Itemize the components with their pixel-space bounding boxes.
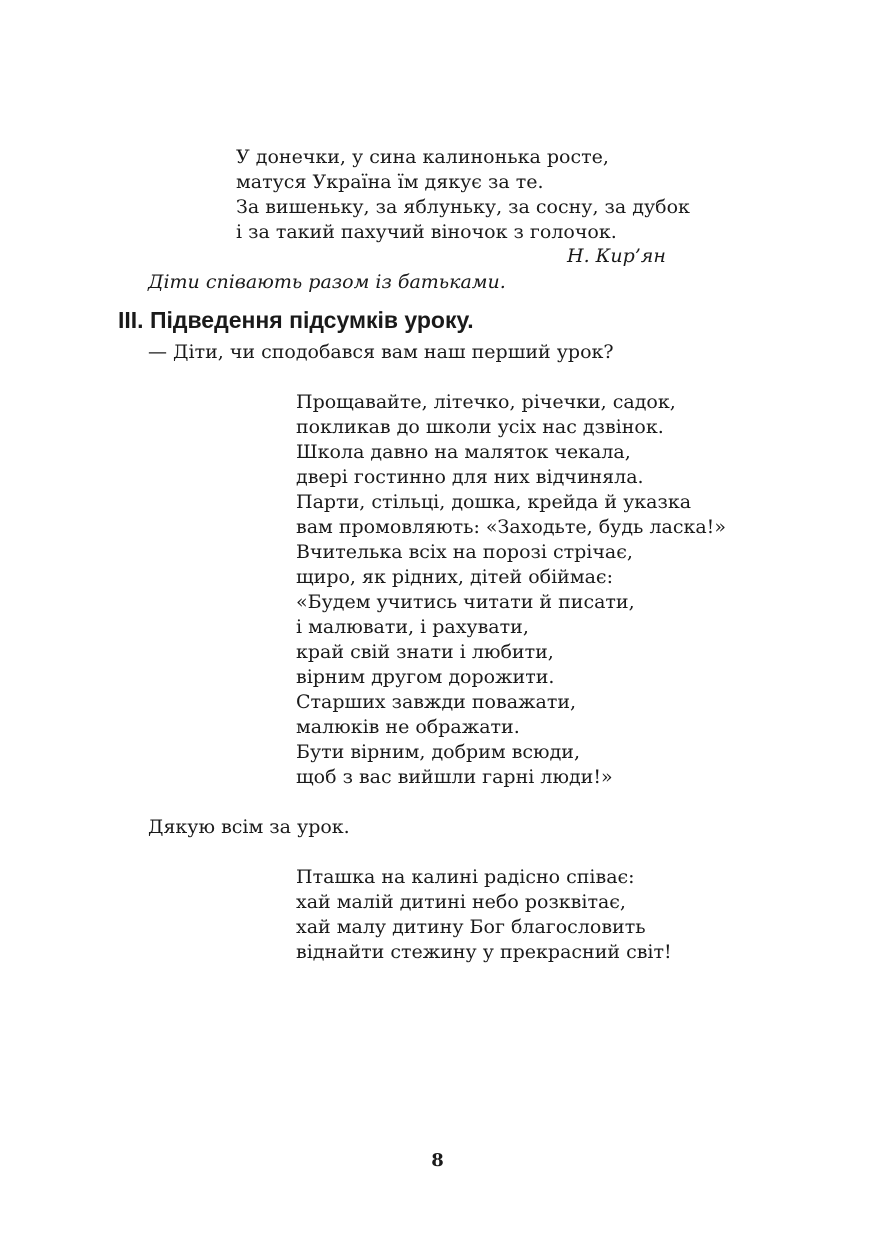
poem-middle-line: вірним другом дорожити. [296,666,555,688]
teacher-question: — Діти, чи сподобався вам наш перший урок? [148,341,614,363]
poem-middle-line: Вчителька всіх на порозі стрічає, [296,541,633,563]
poem-top-line: За вишеньку, за яблуньку, за сосну, за дубок [236,196,690,218]
poem-middle-line: Старших завжди поважати, [296,691,577,713]
poem-middle-line: вам промовляють: «Заходьте, будь ласка!» [296,516,726,538]
poem-middle-line: двері гостинно для них відчиняла. [296,466,644,488]
poem-middle-line: край свій знати і любити, [296,641,554,663]
poem-bottom-line: Пташка на калині радісно співає: [296,866,635,888]
poem-bottom-line: віднайти стежину у прекрасний світ! [296,941,672,963]
poem-middle-line: Парти, стільці, дошка, крейда й указка [296,491,692,513]
poem-middle-line: малюків не ображати. [296,716,520,738]
section-heading: ІІІ. Підведення підсумків уроку. [118,307,474,333]
poem-middle-line: Школа давно на маляток чекала, [296,441,631,463]
poem-middle-line: щиро, як рідних, дітей обіймає: [296,566,613,588]
thanks-line: Дякую всім за урок. [148,816,350,838]
poem-middle-line: «Будем учитись читати й писати, [296,591,635,613]
poem-author: Н. Кир’ян [567,245,666,267]
poem-bottom-line: хай малу дитину Бог благословить [296,916,646,938]
poem-top-line: матуся Україна їм дякує за те. [236,171,544,193]
poem-middle-line: Бути вірним, добрим всюди, [296,741,580,763]
poem-top-line: і за такий пахучий віночок з голочок. [236,221,617,243]
poem-middle-line: покликав до школи усіх нас дзвінок. [296,416,664,438]
page-number: 8 [431,1150,444,1171]
poem-middle-line: і малювати, і рахувати, [296,616,529,638]
poem-middle-line: щоб з вас вийшли гарні люди!» [296,766,613,788]
poem-top-line: У донечки, у сина калинонька росте, [236,146,609,168]
poem-middle-line: Прощавайте, літечко, річечки, садок, [296,391,676,413]
stage-direction: Діти співають разом із батьками. [148,271,506,293]
poem-bottom-line: хай малій дитині небо розквітає, [296,891,626,913]
